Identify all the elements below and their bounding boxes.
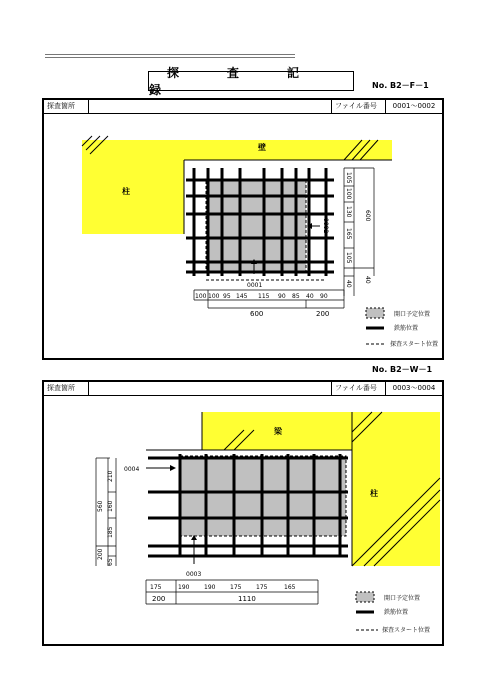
file-no-label: ファイル番号 — [332, 100, 386, 113]
dims-left — [96, 458, 116, 566]
legend-opening-swatch — [356, 592, 374, 602]
file-no-label: ファイル番号 — [332, 382, 386, 395]
dim-label: 210 — [107, 470, 114, 482]
start-label: 0004 — [124, 466, 140, 473]
doc-number: No. B2－F－1 — [372, 81, 429, 90]
legend-start-label: 探査スタート位置 — [382, 627, 431, 634]
wall-label: 壁 — [258, 143, 266, 152]
dim-label: 145 — [236, 293, 248, 300]
doc-number: No. B2－W－1 — [372, 365, 433, 374]
dim-total: 1110 — [238, 595, 256, 603]
column-label: 柱 — [122, 187, 130, 196]
dim-label: 165 — [345, 228, 352, 240]
start-label: 0002 — [322, 218, 329, 234]
dim-total: 560 — [97, 500, 104, 512]
record-panel-2 — [42, 380, 444, 646]
legend-opening-label: 開口予定位置 — [394, 311, 431, 318]
dim-label: 175 — [256, 584, 268, 591]
dim-total: 200 — [152, 595, 166, 603]
dim-total: 200 — [97, 548, 104, 560]
dim-label: 190 — [178, 584, 190, 591]
dim-label: 175 — [150, 584, 162, 591]
dim-label: 100 — [195, 293, 207, 300]
dim-label: 40 — [345, 280, 352, 288]
header-rule — [45, 57, 295, 58]
page-title: 探 査 記 録 — [148, 71, 354, 91]
dim-total: 600 — [250, 310, 264, 318]
legend-start-label: 探査スタート位置 — [390, 341, 439, 348]
drawing-2 — [44, 396, 442, 644]
dim-label: 85 — [292, 293, 300, 300]
legend-opening-label: 開口予定位置 — [384, 595, 421, 602]
location-value — [89, 100, 332, 113]
dim-label: 105 — [345, 252, 352, 264]
dim-label: 95 — [223, 293, 231, 300]
dims-bottom — [146, 580, 318, 604]
dim-label: 185 — [107, 526, 114, 538]
dim-label: 190 — [204, 584, 216, 591]
dim-total: 600 — [364, 210, 371, 222]
legend-opening-swatch — [366, 308, 384, 318]
column-label: 柱 — [370, 489, 378, 498]
location-label: 探査箇所 — [44, 382, 89, 395]
dim-label: 105 — [345, 172, 352, 184]
dim-label: 100 — [208, 293, 220, 300]
legend-rebar-label: 鉄筋位置 — [384, 609, 409, 616]
dim-label: 90 — [278, 293, 286, 300]
panel-header — [44, 382, 442, 396]
start-label: 0003 — [186, 571, 202, 578]
dim-total: 200 — [316, 310, 330, 318]
legend-rebar-label: 鉄筋位置 — [394, 325, 419, 332]
header-rule — [45, 54, 295, 55]
dim-label: 160 — [107, 500, 114, 512]
panel-header — [44, 100, 442, 114]
column-shape — [352, 412, 440, 566]
dim-label: 130 — [345, 206, 352, 218]
dim-label: 175 — [230, 584, 242, 591]
dim-label: 40 — [306, 293, 314, 300]
column-shape — [82, 140, 118, 234]
beam-label: 梁 — [274, 427, 282, 436]
dim-label: 100 — [345, 188, 352, 200]
legend — [356, 592, 430, 634]
dim-label: 40 — [364, 276, 371, 284]
dim-label: 165 — [284, 584, 296, 591]
record-panel-1 — [42, 98, 444, 360]
file-no-value: 0003～0004 — [392, 384, 436, 392]
file-no-value: 0001～0002 — [392, 102, 436, 110]
location-label: 探査箇所 — [44, 100, 89, 113]
wall-shape — [118, 140, 392, 160]
start-label: 0001 — [247, 282, 263, 289]
dim-label: 90 — [320, 293, 328, 300]
drawing-1 — [44, 114, 442, 358]
dim-label: 115 — [258, 293, 270, 300]
dim-label: 65 — [107, 558, 114, 566]
legend — [366, 308, 438, 348]
location-value — [89, 382, 332, 395]
